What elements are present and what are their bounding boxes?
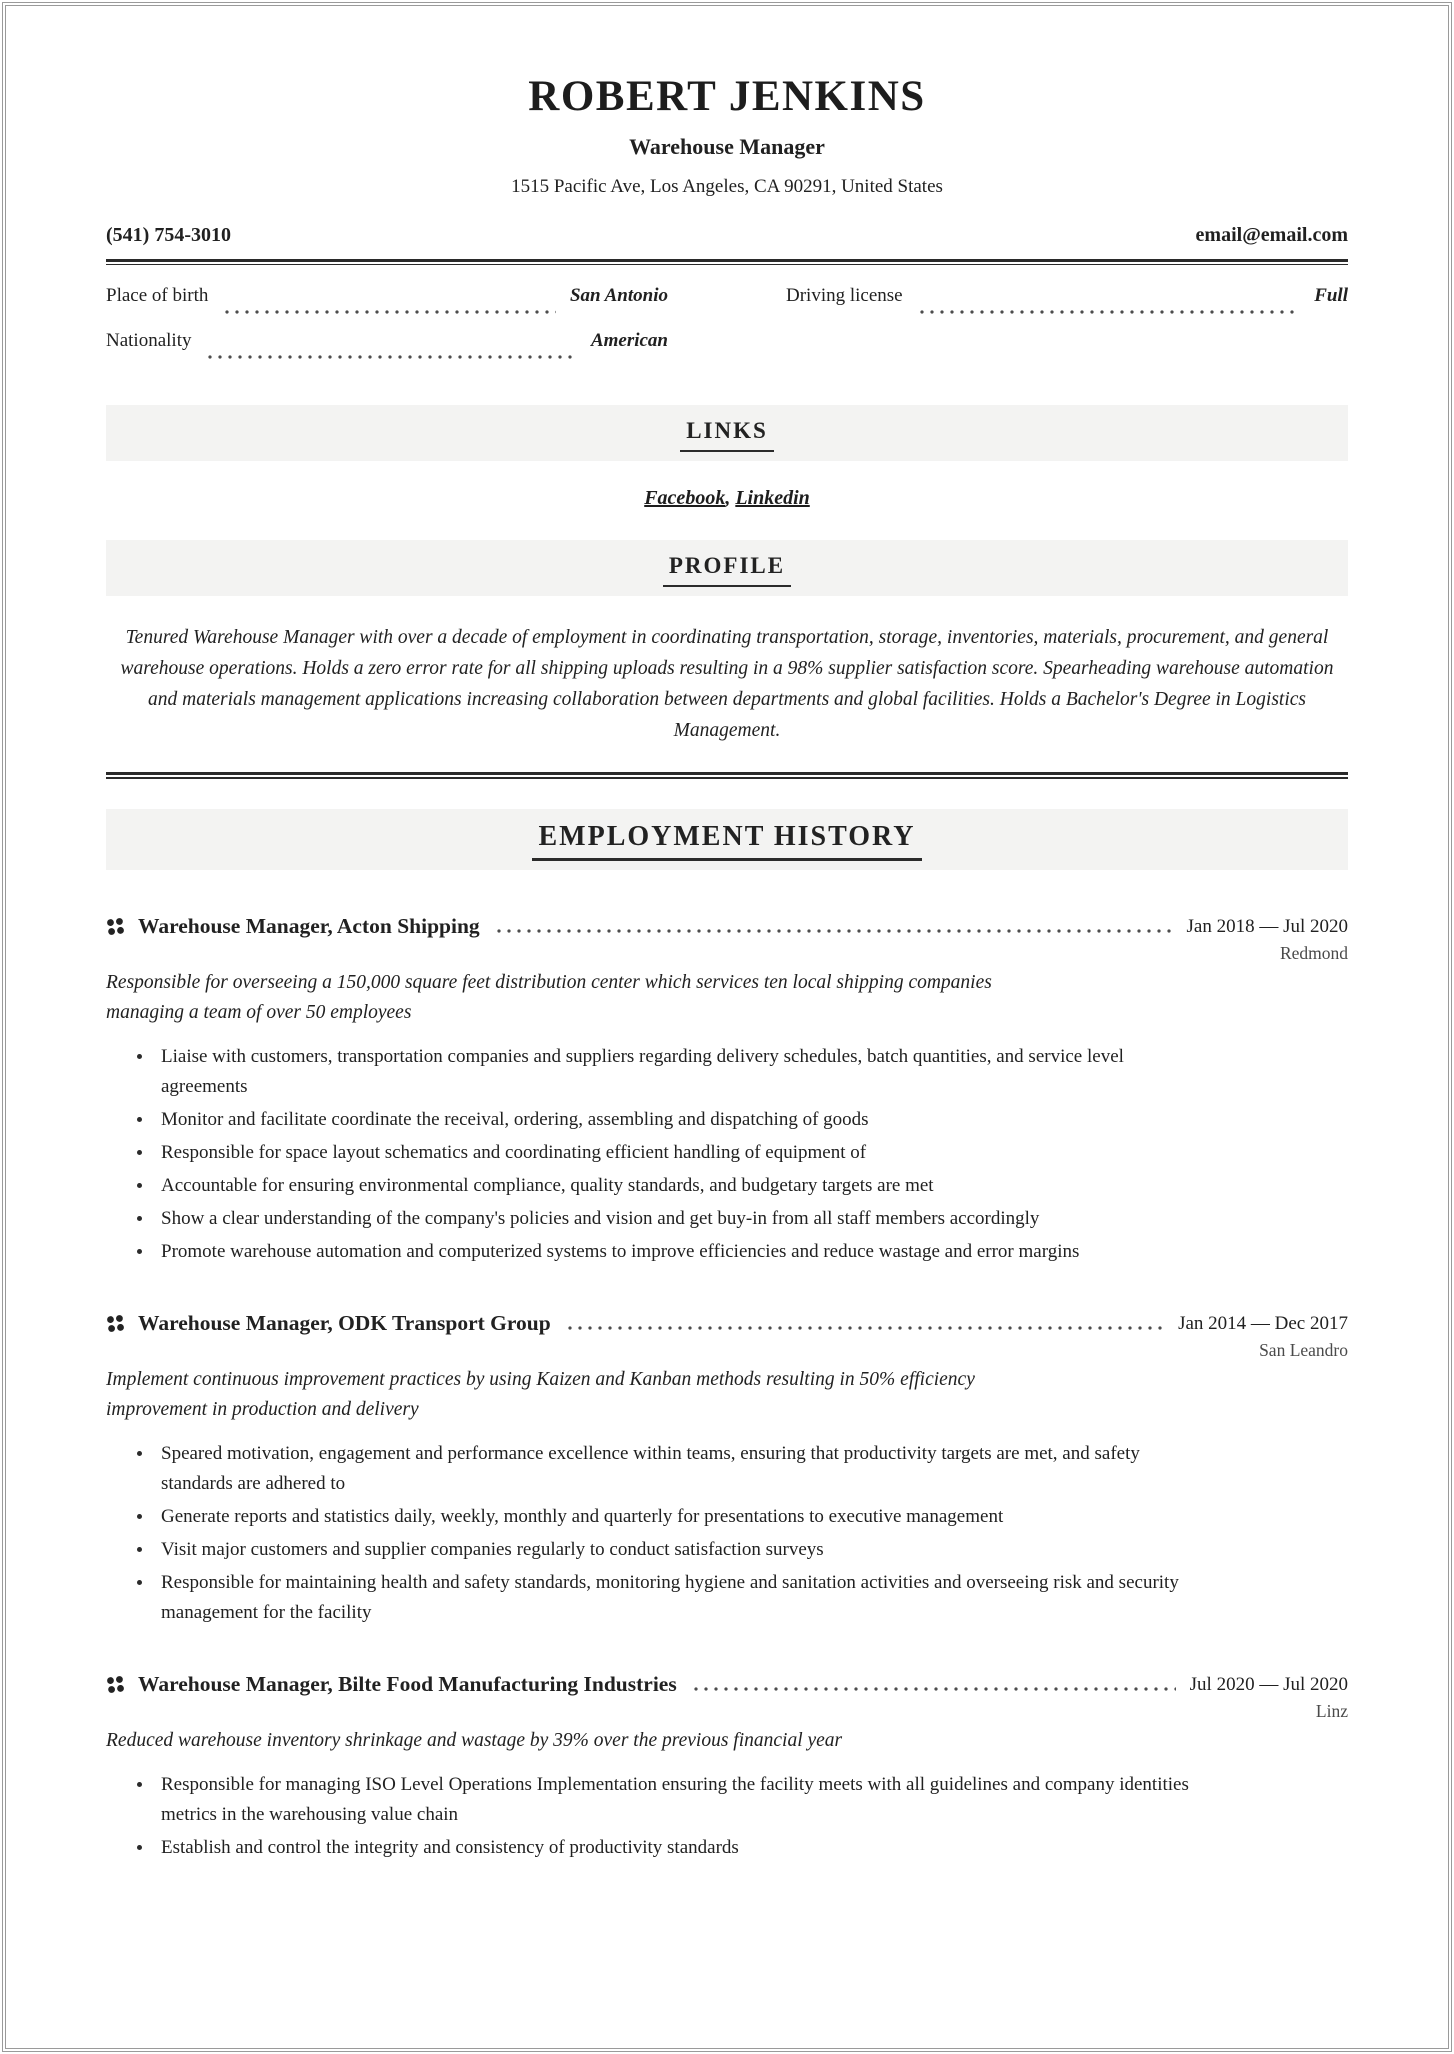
- job-dates: Jul 2020 — Jul 2020: [1189, 1673, 1348, 1695]
- detail-row-place-of-birth: [106, 285, 668, 330]
- double-rule-top: [106, 259, 1348, 265]
- resume-page: [6, 6, 1448, 1863]
- four-dot-bullet-icon: [105, 1313, 126, 1334]
- job-header: [106, 1311, 1348, 1336]
- job-location: Linz: [1315, 1701, 1348, 1721]
- details-left-column: [106, 285, 668, 375]
- links-separator: ,: [725, 487, 736, 509]
- job-bullet: Generate reports and statistics daily, weekly, monthly and quarterly for presentations to executive management: [134, 1502, 1194, 1532]
- dotted-leader: [565, 1326, 1164, 1330]
- detail-value: Full: [1314, 285, 1348, 306]
- job-bullet: Responsible for space layout schematics and coordinating efficient handling of equipment of: [134, 1138, 1194, 1168]
- job-bullet: Promote warehouse automation and computerized systems to improve efficiencies and reduce wastage and error margins: [134, 1237, 1194, 1267]
- linkedin-link[interactable]: Linkedin: [735, 487, 810, 509]
- job-entry-bilte-food: [106, 1672, 1348, 1863]
- detail-value: San Antonio: [569, 285, 668, 306]
- job-bullet: Show a clear understanding of the company's policies and vision and get buy-in from all staff members accordingly: [134, 1204, 1194, 1234]
- job-dates: Jan 2018 — Jul 2020: [1186, 915, 1348, 937]
- job-summary: Reduced warehouse inventory shrinkage and wastage by 39% over the previous financial year: [106, 1730, 843, 1751]
- job-bullet-list: [134, 1770, 1348, 1863]
- page-border-inner: [5, 5, 1449, 2049]
- detail-label: Place of birth: [106, 285, 209, 306]
- detail-label: Nationality: [106, 330, 192, 351]
- detail-value: American: [590, 330, 668, 351]
- details-right-column: [786, 285, 1348, 375]
- email-address: email@email.com: [1195, 224, 1348, 246]
- employment-section-band: [106, 809, 1348, 870]
- candidate-job-title: Warehouse Manager: [629, 134, 825, 159]
- job-location: Redmond: [1279, 943, 1348, 963]
- four-dot-bullet-icon: [105, 1674, 126, 1695]
- dotted-leader: [205, 355, 576, 359]
- profile-heading: PROFILE: [663, 551, 791, 587]
- profile-section-band: [106, 540, 1348, 596]
- resume-header: [106, 70, 1348, 200]
- job-entry-acton-shipping: [106, 914, 1348, 1267]
- job-header: [106, 914, 1348, 939]
- links-heading: LINKS: [680, 416, 774, 452]
- detail-row-driving-license: [786, 285, 1348, 330]
- dotted-leader: [917, 310, 1301, 314]
- job-title: Warehouse Manager, ODK Transport Group: [138, 1311, 551, 1335]
- job-title: Warehouse Manager, Bilte Food Manufacturing Industries: [138, 1672, 677, 1696]
- links-list: [106, 487, 1348, 510]
- job-bullet-list: [134, 1042, 1348, 1267]
- job-dates: Jan 2014 — Dec 2017: [1178, 1312, 1348, 1334]
- job-bullet: Liaise with customers, transportation companies and suppliers regarding delivery schedules, batch quantities, and service level agreements: [134, 1042, 1194, 1102]
- job-bullet-list: [134, 1439, 1348, 1628]
- job-location: San Leandro: [1259, 1340, 1348, 1360]
- contact-row: [106, 224, 1348, 247]
- job-title: Warehouse Manager, Acton Shipping: [138, 914, 480, 938]
- job-bullet: Monitor and facilitate coordinate the receival, ordering, assembling and dispatching of goods: [134, 1105, 1194, 1135]
- job-summary: Implement continuous improvement practices by using Kaizen and Kanban methods resulting in 50% efficiency improvement in production and delivery: [106, 1369, 975, 1420]
- candidate-name: ROBERT JENKINS: [528, 73, 926, 120]
- dotted-leader: [494, 929, 1173, 933]
- employment-heading: EMPLOYMENT HISTORY: [532, 820, 921, 861]
- phone-number: (541) 754-3010: [106, 224, 231, 246]
- job-entry-odk-transport: [106, 1311, 1348, 1628]
- profile-summary: Tenured Warehouse Manager with over a decade of employment in coordinating transportation, storage, inventories, materials, procurement, and general warehouse operations. Holds a zero error rate for all shipping uploads resulting in a 98% supplier satisfaction score. Spearheading warehouse automation and materials management applications increasing collaboration between departments and global facilities. Holds a Bachelor's Degree in Logistics Management.: [120, 627, 1334, 741]
- job-bullet: Responsible for managing ISO Level Operations Implementation ensuring the facility meets with all guidelines and company identities metrics in the warehousing value chain: [134, 1770, 1194, 1830]
- double-rule-middle: [106, 772, 1348, 779]
- page-border-outer: [2, 2, 1452, 2052]
- job-bullet: Speared motivation, engagement and performance excellence within teams, ensuring that productivity targets are met, and safety standards are adhered to: [134, 1439, 1194, 1499]
- dotted-leader: [691, 1687, 1176, 1691]
- job-bullet: Establish and control the integrity and consistency of productivity standards: [134, 1833, 1194, 1863]
- job-bullet: Visit major customers and supplier companies regularly to conduct satisfaction surveys: [134, 1535, 1194, 1565]
- candidate-address: 1515 Pacific Ave, Los Angeles, CA 90291, United States: [511, 176, 943, 197]
- job-bullet: Responsible for maintaining health and safety standards, monitoring hygiene and sanitation activities and overseeing risk and security management for the facility: [134, 1568, 1194, 1628]
- job-header: [106, 1672, 1348, 1697]
- facebook-link[interactable]: Facebook: [644, 487, 726, 509]
- links-section-band: [106, 405, 1348, 461]
- personal-details: [106, 285, 1348, 375]
- job-summary: Responsible for overseeing a 150,000 square feet distribution center which services ten local shipping companies managing a team of over 50 employees: [106, 972, 992, 1023]
- dotted-leader: [222, 310, 556, 314]
- job-bullet: Accountable for ensuring environmental compliance, quality standards, and budgetary targets are met: [134, 1171, 1194, 1201]
- detail-label: Driving license: [786, 285, 903, 306]
- detail-row-nationality: [106, 330, 668, 375]
- four-dot-bullet-icon: [105, 916, 126, 937]
